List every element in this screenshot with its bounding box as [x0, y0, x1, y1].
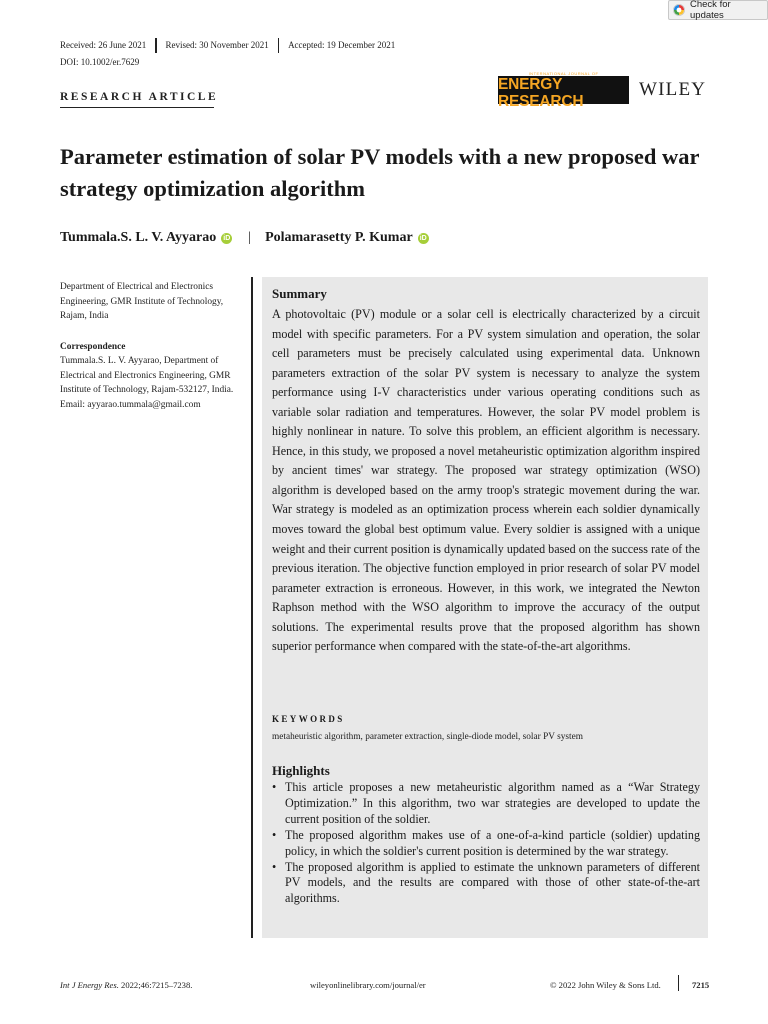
footer-copyright: © 2022 John Wiley & Sons Ltd. [550, 980, 661, 990]
highlight-item: • This article proposes a new metaheuristic algorithm named as a “War Strategy Optimization.” In this algorithm, two war strategies are developed to update the current position of the soldier. [272, 780, 700, 828]
publisher-logo: WILEY [639, 79, 707, 100]
doi-link[interactable]: DOI: 10.1002/er.7629 [60, 57, 140, 67]
article-dates [60, 38, 395, 53]
affiliation-column [60, 280, 250, 412]
check-for-updates-button[interactable] [668, 0, 768, 20]
date-divider [278, 38, 279, 53]
journal-logo-name: ENERGY RESEARCH [498, 75, 584, 110]
revised-date: Revised: 30 November 2021 [165, 40, 269, 50]
author-name[interactable]: Polamarasetty P. Kumar [265, 230, 413, 245]
summary-text: A photovoltaic (PV) module or a solar cell is electrically characterized by a circuit model with specific parameters. For a PV system simulation and operation, the solar cell parameters must be precisely calculated using experimental data. Unknown parameters extraction of the solar PV system is necessary to analyze the system performance using I-V characteristics under various operating conditions such as variable solar radiation and temperatures. However, the solar PV model problem is highly nonlinear in nature. To solve this problem, an efficient algorithm is necessary. Hence, in this study, we proposed a novel metaheuristic optimization algorithm inspired by ancient times' war strategy. The proposed war strategy optimization (WSO) algorithm is developed based on the army troop's strategic movement during the war. War strategy is modeled as an optimization process wherein each soldier dynamically moves toward the global best optimum value. Every soldier is assigned with a unique weight and their current position is dynamically updated based on the success rate of the previous iteration. The objective function employed in prior research of solar PV model parameter extraction is erroneous. However, in this work, we integrated the Newton Raphson method with the WSO algorithm to improve the accuracy of the output solutions. The experimental results prove that the proposed algorithm has shown superior performance when compared with the state-of-the-art algorithms. [272, 307, 700, 654]
footer-url[interactable]: wileyonlinelibrary.com/journal/er [310, 980, 426, 990]
affiliation: Department of Electrical and Electronics Engineering, GMR Institute of Technology, Rajam, India [60, 282, 224, 321]
author-name[interactable]: Tummala.S. L. V. Ayyarao [60, 230, 217, 245]
correspondence-address: Tummala.S. L. V. Ayyarao, Department of Electrical and Electronics Engineering, GMR Institute of Technology, Rajam-532127, India. [60, 356, 234, 395]
article-type-underline [60, 107, 214, 108]
keywords-heading: KEYWORDS [272, 714, 345, 724]
received-date: Received: 26 June 2021 [60, 40, 147, 50]
abstract-box [262, 277, 708, 938]
summary-heading: Summary [272, 286, 327, 301]
page-footer [60, 980, 710, 994]
journal-logo [498, 70, 629, 110]
accepted-date: Accepted: 19 December 2021 [288, 40, 396, 50]
date-divider [155, 38, 156, 53]
footer-divider [678, 975, 679, 991]
correspondence-heading: Correspondence [60, 341, 126, 352]
correspondence-email[interactable]: Email: ayyarao.tummala@gmail.com [60, 399, 201, 410]
highlights-heading: Highlights [272, 763, 330, 778]
check-for-updates-label: Check for updates [690, 0, 731, 21]
author-list [60, 230, 429, 246]
orcid-icon[interactable]: iD [223, 234, 231, 242]
footer-citation [60, 980, 192, 990]
article-type-label: RESEARCH ARTICLE [60, 91, 219, 103]
keywords-text: metaheuristic algorithm, parameter extraction, single-diode model, solar PV system [272, 732, 583, 742]
author-separator: | [248, 230, 252, 245]
highlight-item: • The proposed algorithm is applied to estimate the unknown parameters of different PV models, and the results are compared with those of other state-of-the-art algorithms. [272, 860, 700, 908]
crossmark-icon [673, 4, 685, 16]
article-title: Parameter estimation of solar PV models with a new proposed war strategy optimization algorithm [60, 144, 700, 201]
highlights-list [272, 780, 700, 907]
page-number: 7215 [692, 980, 710, 990]
highlight-item: • The proposed algorithm makes use of a one-of-a-kind particle (soldier) updating policy, in which the soldier's current position is determined by the war strategy. [272, 828, 700, 860]
journal-logo-subtitle: INTERNATIONAL JOURNAL OF [528, 70, 599, 76]
footer-journal-abbrev: Int J Energy Res. [60, 980, 119, 990]
orcid-icon[interactable]: iD [419, 234, 427, 242]
footer-volume-pages: 2022;46:7215–7238. [121, 980, 193, 990]
column-divider [251, 277, 253, 938]
